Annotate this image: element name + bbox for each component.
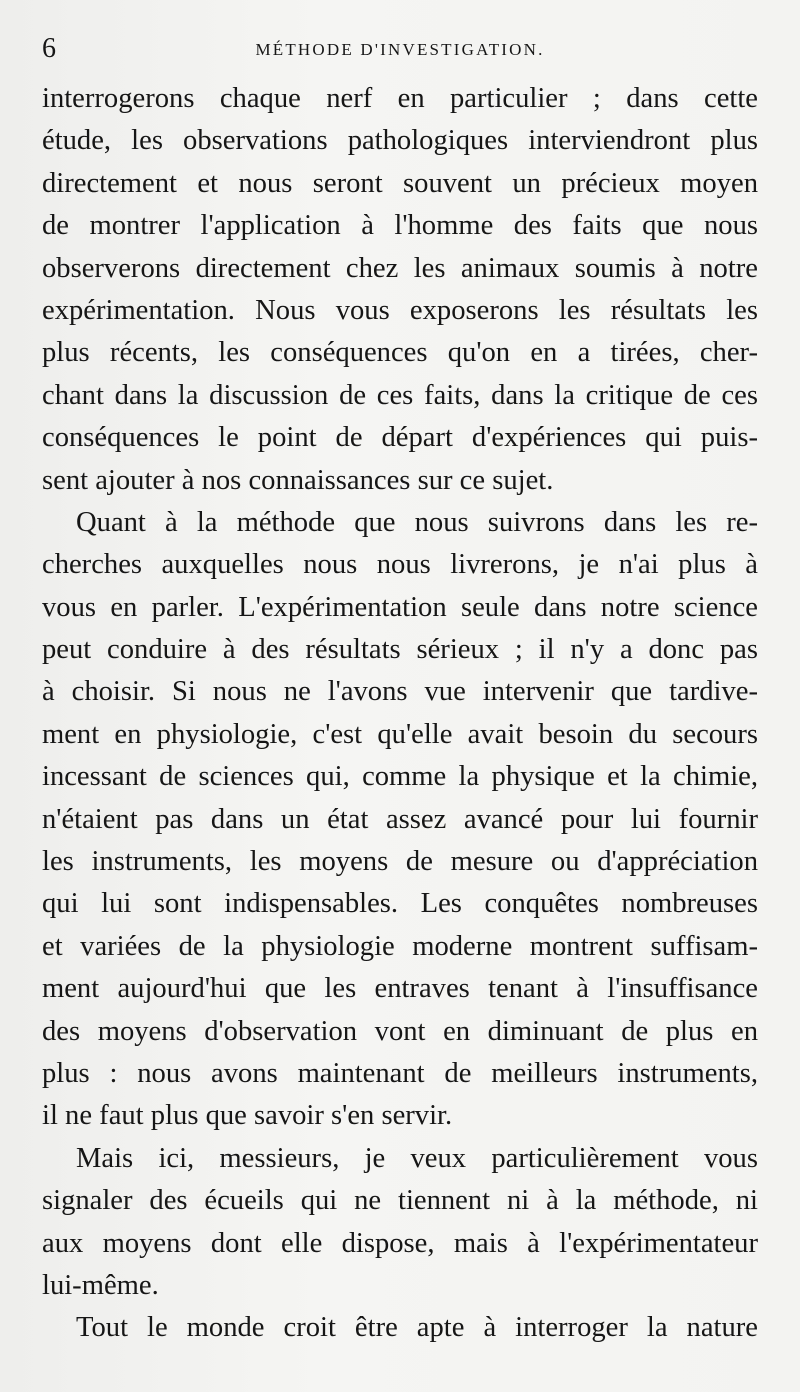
text-line: Mais ici, messieurs, je veux particulièrement vous [76, 1142, 758, 1174]
paragraph-1 [42, 78, 758, 502]
text-line: cherches auxquelles nous nous livrerons, je n'ai plus à [42, 549, 758, 581]
text-line: les instruments, les moyens de mesure ou d'appréciation [42, 846, 758, 878]
text-line: Quant à la méthode que nous suivrons dans les re- [76, 506, 758, 538]
running-title: MÉTHODE D'INVESTIGATION. [255, 40, 545, 59]
text-line: sent ajouter à nos connaissances sur ce sujet. [42, 464, 554, 496]
text-line: ment en physiologie, c'est qu'elle avait besoin du secours [42, 718, 758, 750]
text-line: chant dans la discussion de ces faits, dans la critique de ces [42, 379, 758, 411]
text-line: interrogerons chaque nerf en particulier ; dans cette [42, 83, 758, 114]
paragraph-2 [42, 502, 758, 1138]
text-line: n'étaient pas dans un état assez avancé pour lui fournir [42, 803, 758, 835]
page-number: 6 [42, 33, 56, 64]
text-line: conséquences le point de départ d'expériences qui puis- [42, 422, 758, 454]
body-text [42, 78, 758, 1350]
text-line: étude, les observations pathologiques interviendront plus [42, 125, 758, 157]
text-line: et variées de la physiologie moderne montrent suffisam- [42, 930, 758, 962]
text-line: incessant de sciences qui, comme la physique et la chimie, [42, 761, 758, 793]
text-line: des moyens d'observation vont en diminuant de plus en [42, 1015, 758, 1047]
text-line: signaler des écueils qui ne tiennent ni à la méthode, ni [42, 1185, 758, 1217]
text-line: vous en parler. L'expérimentation seule dans notre science [42, 591, 758, 623]
running-head [42, 34, 758, 68]
text-line: aux moyens dont elle dispose, mais à l'expérimentateur [42, 1227, 758, 1259]
text-line: il ne faut plus que savoir s'en servir. [42, 1100, 453, 1132]
text-line: qui lui sont indispensables. Les conquêtes nombreuses [42, 888, 758, 920]
text-line: Tout le monde croit être apte à interroger la nature [76, 1312, 758, 1344]
text-line: observerons directement chez les animaux soumis à notre [42, 252, 758, 284]
text-line: expérimentation. Nous vous exposerons les résultats les [42, 294, 758, 326]
text-line: peut conduire à des résultats sérieux ; il n'y a donc pas [42, 634, 758, 666]
text-line: plus : nous avons maintenant de meilleurs instruments, [42, 1057, 758, 1089]
text-line: de montrer l'application à l'homme des faits que nous [42, 210, 758, 242]
text-line: plus récents, les conséquences qu'on en a tirées, cher- [42, 337, 758, 369]
text-line: directement et nous seront souvent un précieux moyen [42, 167, 758, 199]
text-line: à choisir. Si nous ne l'avons vue intervenir que tardive- [42, 676, 758, 708]
paragraph-4 [42, 1307, 758, 1349]
text-line: lui-même. [42, 1269, 159, 1301]
paragraph-3 [42, 1138, 758, 1308]
text-line: ment aujourd'hui que les entraves tenant à l'insuffisance [42, 973, 758, 1005]
